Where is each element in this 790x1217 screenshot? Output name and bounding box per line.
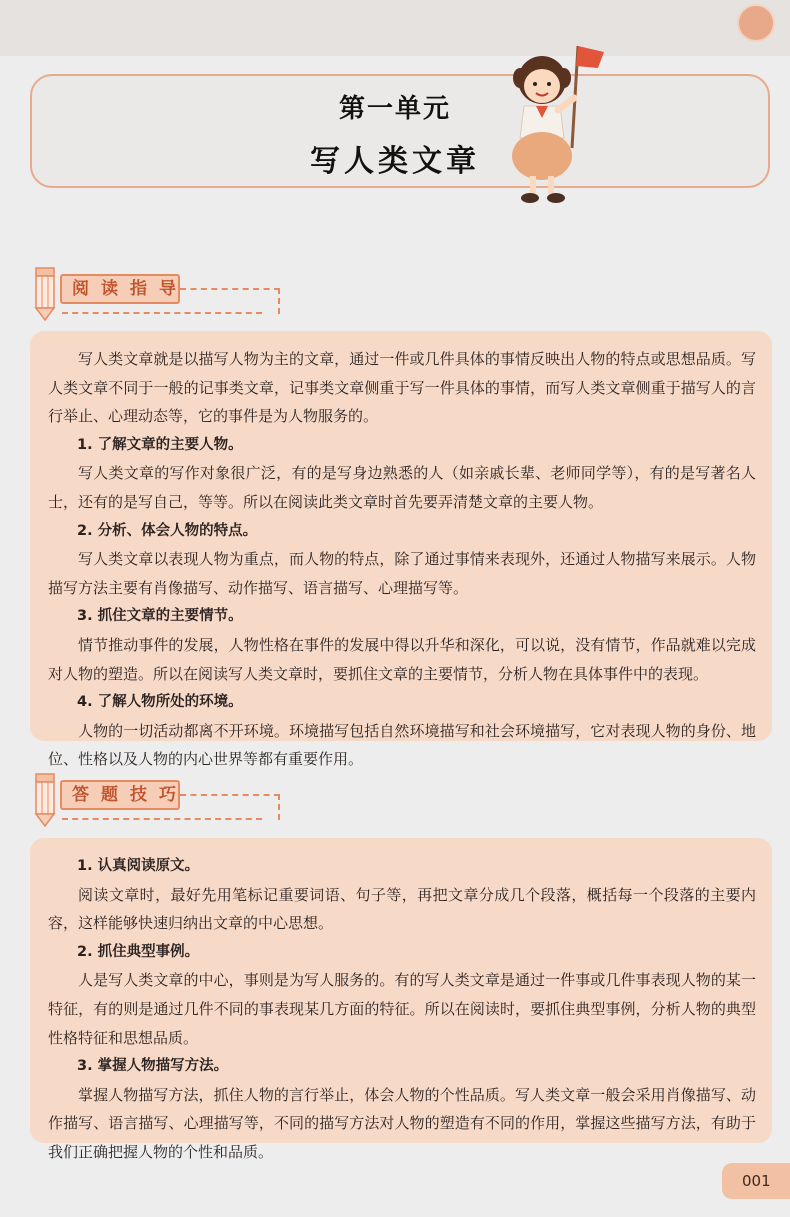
pencil-icon: [30, 772, 60, 828]
girl-with-flag-icon: [500, 38, 610, 208]
answer-tips-panel: [30, 838, 772, 1161]
pencil-icon: [30, 266, 60, 322]
section-point-heading: 1. 了解文章的主要人物。: [77, 436, 243, 453]
section-tag-reading-guide: [30, 266, 290, 322]
page-number: 001: [722, 1163, 790, 1199]
body-paragraph: 写人类文章的写作对象很广泛，有的是写身边熟悉的人（如亲戚长辈、老师同学等），有的是写著名人士，还有的是写自己，等等。所以在阅读此类文章时首先要弄清楚文章的主要人物。: [48, 464, 756, 511]
section-tag-answer-tips: [30, 772, 290, 828]
tag-dashed-line: [62, 312, 262, 314]
tag-dashed-line: [180, 288, 280, 314]
section-tag-label: 答题技巧: [60, 780, 180, 810]
unit-label: 第一单元: [338, 94, 451, 124]
body-paragraph: 情节推动事件的发展，人物性格在事件的发展中得以升华和深化，可以说，没有情节，作品就难以完成对人物的塑造。所以在阅读写人类文章时，要抓住文章的主要情节，分析人物在具体事件中的表现。: [48, 635, 756, 683]
section-point-heading: 2. 抓住典型事例。: [77, 943, 200, 960]
series-seal-icon: [737, 4, 775, 42]
body-paragraph: 写人类文章以表现人物为重点，而人物的特点，除了通过事情来表现外，还通过人物描写来展示。人物描写方法主要有肖像描写、动作描写、语言描写、心理描写等。: [48, 550, 756, 597]
body-paragraph: 人物的一切活动都离不开环境。环境描写包括自然环境描写和社会环境描写，它对表现人物的身份、地位、性格以及人物的内心世界等都有重要作用。: [48, 721, 756, 769]
body-paragraph: 掌握人物描写方法，抓住人物的言行举止，体会人物的个性品质。写人类文章一般会采用肖像描写、动作描写、语言描写、心理描写等，不同的描写方法对人物的塑造有不同的作用，掌握这些描写方法，有助于我们正确把握人物的个性和品质。: [48, 1085, 756, 1161]
section-tag-label: 阅读指导: [60, 274, 180, 304]
section-point-heading: 4. 了解人物所处的环境。: [77, 694, 243, 711]
reading-guide-panel: [30, 331, 772, 769]
unit-title: 写人类文章: [310, 144, 480, 179]
section-point-heading: 3. 抓住文章的主要情节。: [77, 608, 243, 625]
body-paragraph: 写人类文章就是以描写人物为主的文章，通过一件或几件具体的事情反映出人物的特点或思想品质。写人类文章不同于一般的记事类文章，记事类文章侧重于写一件具体的事情，而写人类文章侧重于描写人的言行举止、心理动态等，它的事件是为人物服务的。: [48, 350, 756, 426]
header-strip: [0, 0, 790, 56]
body-paragraph: 人是写人类文章的中心，事则是为写人服务的。有的写人类文章是通过一件事或几件事表现人物的某一特征，有的则是通过几件不同的事表现某几方面的特征。所以在阅读时，要抓住典型事例，分析人物的典型性格特征和思想品质。: [48, 971, 756, 1047]
body-paragraph: 阅读文章时，最好先用笔标记重要词语、句子等，再把文章分成几个段落，概括每一个段落的主要内容，这样能够快速归纳出文章的中心思想。: [48, 885, 756, 933]
tag-dashed-line: [62, 818, 262, 820]
section-point-heading: 3. 掌握人物描写方法。: [77, 1058, 229, 1075]
section-point-heading: 1. 认真阅读原文。: [77, 858, 200, 874]
tag-dashed-line: [180, 794, 280, 820]
section-point-heading: 2. 分析、体会人物的特点。: [77, 522, 258, 539]
